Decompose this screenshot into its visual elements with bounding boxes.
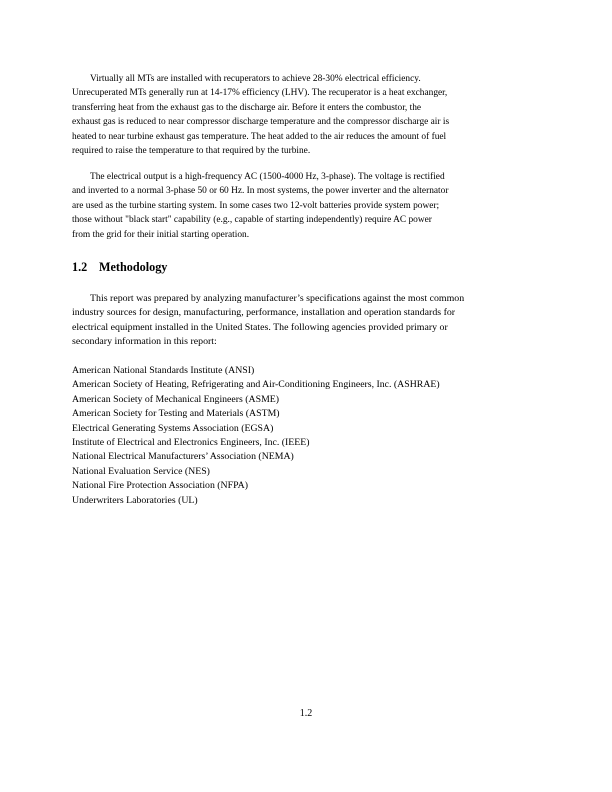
list-item: American Society for Testing and Materials (ASTM) bbox=[72, 408, 280, 420]
text-line: industry sources for design, manufacturing, performance, installation and operation standards for bbox=[72, 307, 456, 319]
list-item: National Electrical Manufacturers’ Association (NEMA) bbox=[72, 451, 294, 463]
text-line: from the grid for their initial starting operation. bbox=[72, 229, 250, 240]
text-line: The electrical output is a high-frequency AC (1500-4000 Hz, 3-phase). The voltage is rectified bbox=[90, 172, 445, 182]
section-number: 1.2 bbox=[72, 260, 88, 274]
list-item: American Society of Heating, Refrigerating and Air-Conditioning Engineers, Inc. (ASHRAE) bbox=[72, 379, 440, 391]
page-number: 1.2 bbox=[299, 708, 313, 719]
list-item: Electrical Generating Systems Association (EGSA) bbox=[72, 422, 274, 434]
text-line: are used as the turbine starting system. In some cases two 12-volt batteries provide system power; bbox=[72, 200, 440, 211]
section-title: Methodology bbox=[99, 260, 168, 274]
text-line: exhaust gas is reduced to near compressor discharge temperature and the compressor discharge air is bbox=[72, 117, 450, 128]
paragraph-electrical-output bbox=[72, 170, 448, 242]
paragraph-recuperators bbox=[72, 72, 449, 158]
agency-list bbox=[72, 364, 440, 508]
paragraph-methodology bbox=[72, 292, 464, 350]
text-line: and inverted to a normal 3-phase 50 or 60 Hz. In most systems, the power inverter and the alternator bbox=[72, 186, 449, 197]
text-line: secondary information in this report: bbox=[72, 336, 217, 348]
list-item: American Society of Mechanical Engineers (ASME) bbox=[72, 393, 280, 405]
text-line: heated to near turbine exhaust gas temperature. The heat added to the air reduces the amount of fuel bbox=[72, 131, 447, 142]
text-line: those without "black start" capability (e.g., capable of starting independently) require AC power bbox=[72, 215, 432, 226]
list-item: National Evaluation Service (NES) bbox=[72, 465, 210, 477]
text-line: Unrecuperated MTs generally run at 14-17% efficiency (LHV). The recuperator is a heat exchanger, bbox=[72, 88, 448, 99]
text-line: Virtually all MTs are installed with recuperators to achieve 28-30% electrical efficiency. bbox=[90, 74, 421, 84]
text-line: transferring heat from the exhaust gas to the discharge air. Before it enters the combustor, the bbox=[72, 102, 422, 113]
list-item: Underwriters Laboratories (UL) bbox=[72, 494, 198, 506]
section-heading bbox=[72, 260, 167, 275]
text-line: required to raise the temperature to that required by the turbine. bbox=[72, 145, 311, 156]
list-item: Institute of Electrical and Electronics Engineers, Inc. (IEEE) bbox=[72, 436, 310, 448]
list-item: National Fire Protection Association (NFPA) bbox=[72, 480, 248, 492]
list-item: American National Standards Institute (ANSI) bbox=[72, 365, 255, 376]
text-line: electrical equipment installed in the United States. The following agencies provided primary or bbox=[72, 321, 448, 333]
text-line: This report was prepared by analyzing manufacturer’s specifications against the most common bbox=[90, 293, 465, 304]
